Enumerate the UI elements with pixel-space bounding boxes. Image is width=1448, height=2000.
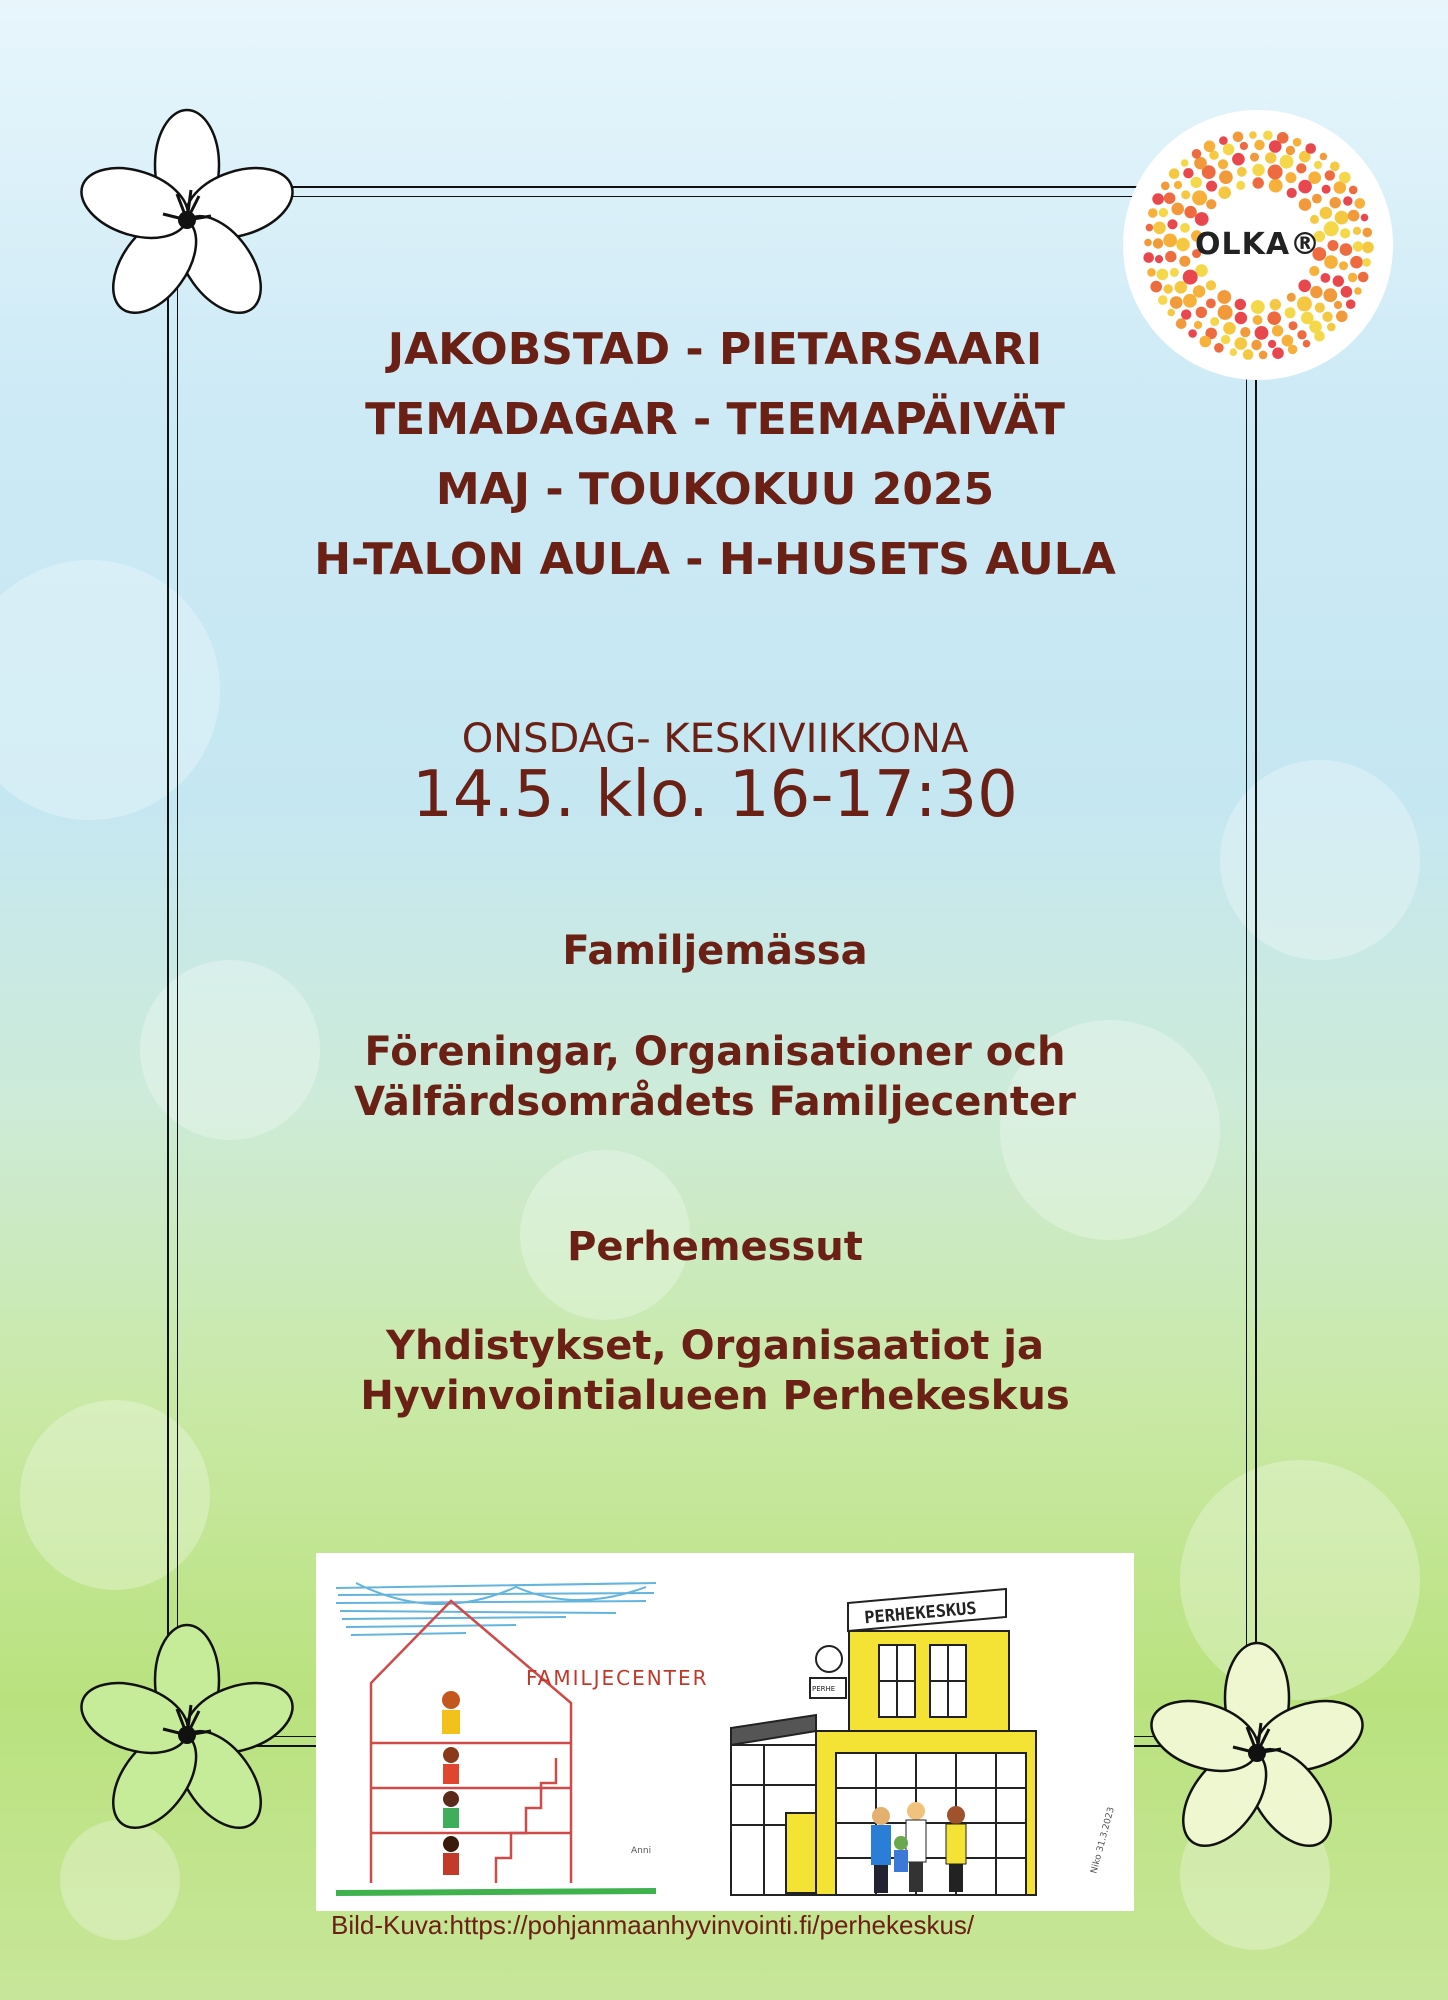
logo-dot — [1192, 190, 1207, 205]
logo-dot — [1272, 325, 1283, 336]
logo-dot — [1254, 140, 1264, 150]
logo-dot — [1325, 170, 1335, 180]
image-credit: Bild-Kuva:https://pohjanmaanhyvinvointi.fi/perhekeskus/ — [331, 1910, 975, 1940]
logo-dot — [1339, 172, 1351, 184]
logo-dot — [1249, 131, 1257, 139]
logo-dot — [1243, 349, 1254, 360]
logo-dot — [1170, 296, 1183, 309]
logo-dot — [1267, 311, 1281, 325]
logo-dot — [1315, 303, 1325, 313]
logo-dot — [1322, 312, 1332, 322]
logo-dot — [1320, 207, 1332, 219]
logo-dot — [1358, 272, 1369, 283]
logo-dot — [1206, 199, 1216, 209]
logo-dot — [1206, 299, 1216, 309]
logo-dot — [1194, 157, 1207, 170]
logo-dot — [1272, 347, 1284, 359]
logo-dot — [1240, 142, 1248, 150]
logo-dot — [1230, 348, 1238, 356]
logo-dot — [1310, 286, 1322, 298]
logo-dot — [1147, 268, 1156, 277]
finnish-line: Yhdistykset, Organisaatiot ja — [386, 1323, 1044, 1369]
logo-dot — [1280, 155, 1294, 169]
event-day: ONSDAG- KESKIVIIKKONA — [461, 716, 969, 762]
logo-dot — [1322, 185, 1331, 194]
finnish-line: Hyvinvointialueen Perhekeskus — [360, 1373, 1070, 1419]
logo-dot — [1237, 167, 1247, 177]
logo-dot — [1335, 211, 1349, 225]
logo-dot — [1218, 186, 1231, 199]
logo-dot — [1148, 208, 1158, 218]
logo-dot — [1192, 149, 1202, 159]
logo-dot — [1287, 293, 1296, 302]
drawing-small-sign: PERHE — [812, 1685, 836, 1693]
logo-dot — [1269, 179, 1283, 193]
logo-dot — [1330, 162, 1340, 172]
logo-dot — [1252, 164, 1264, 176]
logo-dot — [1297, 330, 1306, 339]
headline-line: JAKOBSTAD - PIETARSAARI — [387, 324, 1043, 375]
logo-dot — [1355, 198, 1366, 209]
logo-dot — [1193, 285, 1205, 297]
logo-dot — [1277, 132, 1289, 144]
logo-dot — [1303, 340, 1311, 348]
logo-dot — [1286, 146, 1295, 155]
logo-dot — [1268, 165, 1283, 180]
logo-dot — [1251, 300, 1265, 314]
logo-dot — [1327, 323, 1336, 332]
logo-dot — [1348, 273, 1357, 282]
logo-dot — [1354, 287, 1362, 295]
logo-dot — [1287, 188, 1297, 198]
logo-dot — [1240, 327, 1250, 337]
logo-dot — [1336, 311, 1348, 323]
drawing-sign: PERHEKESKUS — [863, 1598, 978, 1629]
logo-dot — [1334, 301, 1342, 309]
logo-dot — [1223, 144, 1235, 156]
logo-dot — [1206, 181, 1217, 192]
logo-dot — [1285, 307, 1296, 318]
logo-dot — [1323, 288, 1337, 302]
logo-dot — [1341, 286, 1353, 298]
logo-dot — [1310, 215, 1319, 224]
logo-dot — [1321, 273, 1331, 283]
logo-dot — [1297, 296, 1312, 311]
logo-dot — [1164, 192, 1176, 204]
drawing-signature: Anni — [631, 1846, 652, 1856]
headline — [200, 315, 1230, 595]
logo-dot — [1312, 194, 1322, 204]
logo-dot — [1181, 159, 1189, 167]
logo-dot — [1265, 152, 1276, 163]
logo-dot — [1152, 193, 1164, 205]
logo-dot — [1298, 180, 1312, 194]
logo-dot — [1348, 210, 1360, 222]
headline-line: TEMADAGAR - TEEMAPÄIVÄT — [365, 394, 1065, 445]
event-time: 14.5. klo. 16-17:30 — [412, 758, 1018, 832]
logo-dot — [1349, 186, 1358, 195]
logo-dot — [1171, 203, 1184, 216]
logo-dot — [1253, 177, 1264, 188]
logo-dot — [1346, 299, 1356, 309]
logo-dot — [1150, 281, 1162, 293]
logo-dot — [1299, 198, 1312, 211]
drawing-label: FAMILJECENTER — [526, 1666, 709, 1690]
logo-dot — [1183, 270, 1198, 285]
logo-dot — [1343, 196, 1352, 205]
logo-dot — [1314, 331, 1325, 342]
headline-line: H-TALON AULA - H-HUSETS AULA — [314, 534, 1116, 585]
logo-dot — [1251, 340, 1261, 350]
logo-dot — [1314, 161, 1322, 169]
logo-dot — [1330, 197, 1341, 208]
logo-dot — [1320, 153, 1328, 161]
logo-dot — [1289, 321, 1298, 330]
finnish-title: Perhemessut — [567, 1224, 863, 1270]
logo-dot — [1183, 294, 1197, 308]
logo-dot — [1339, 261, 1348, 270]
swedish-title: Familjemässa — [562, 928, 868, 974]
headline-line: MAJ - TOUKOKUU 2025 — [435, 464, 995, 515]
logo-dot — [1184, 206, 1196, 218]
logo-dot — [1255, 326, 1269, 340]
logo-dot — [1361, 214, 1369, 222]
logo-dot — [1293, 138, 1302, 147]
logo-dot — [1333, 275, 1344, 286]
logo-dot — [1308, 171, 1321, 184]
swedish-line: Föreningar, Organisationer och — [364, 1029, 1066, 1075]
logo-dot — [1259, 351, 1268, 360]
logo-dot — [1159, 208, 1168, 217]
logo-dot — [1233, 132, 1244, 143]
logo-dot — [1253, 315, 1263, 325]
logo-dot — [1263, 131, 1273, 141]
logo-dot — [1219, 136, 1228, 145]
flower-icon — [72, 105, 302, 335]
logo-dot — [1298, 280, 1311, 293]
logo-dot — [1169, 168, 1180, 179]
logo-dot — [1164, 284, 1173, 293]
swedish-line: Välfärdsområdets Familjecenter — [354, 1079, 1076, 1125]
logo-dot — [1157, 269, 1169, 281]
logo-dot — [1236, 181, 1245, 190]
logo-dot — [1183, 168, 1193, 178]
logo-dot — [1305, 143, 1316, 154]
logo-dot — [1217, 290, 1231, 304]
logo-text: OLKA® — [1194, 227, 1322, 262]
logo-dot — [1181, 190, 1190, 199]
logo-dot — [1309, 266, 1319, 276]
logo-dot — [1170, 268, 1179, 277]
flower-icon — [1142, 1638, 1372, 1868]
logo-dot — [1235, 312, 1247, 324]
logo-dot — [1161, 182, 1170, 191]
logo-dot — [1285, 172, 1296, 183]
logo-dot — [1268, 340, 1276, 348]
logo-dot — [1288, 345, 1298, 355]
logo-dot — [1270, 299, 1281, 310]
logo-dot — [1219, 170, 1233, 184]
logo-dot — [1250, 153, 1259, 162]
flower-icon — [72, 1620, 302, 1850]
logo-dot — [1218, 159, 1228, 169]
drawings-image — [316, 1553, 1134, 1911]
logo-dot — [1296, 163, 1306, 173]
logo-dot — [1191, 177, 1202, 188]
logo-dot — [1174, 181, 1182, 189]
logo-dot — [1158, 295, 1168, 305]
logo-dot — [1232, 153, 1245, 166]
logo-dot — [1235, 337, 1248, 350]
logo-dot — [1195, 212, 1209, 226]
logo-dot — [1282, 335, 1294, 347]
logo-dot — [1206, 280, 1216, 290]
drawing-date: Niko 31.3.2023 — [1089, 1806, 1117, 1875]
logo-dot — [1204, 141, 1216, 153]
logo-dot — [1235, 299, 1246, 310]
drawings-illustration — [316, 1553, 1134, 1911]
logo-dot — [1175, 281, 1188, 294]
